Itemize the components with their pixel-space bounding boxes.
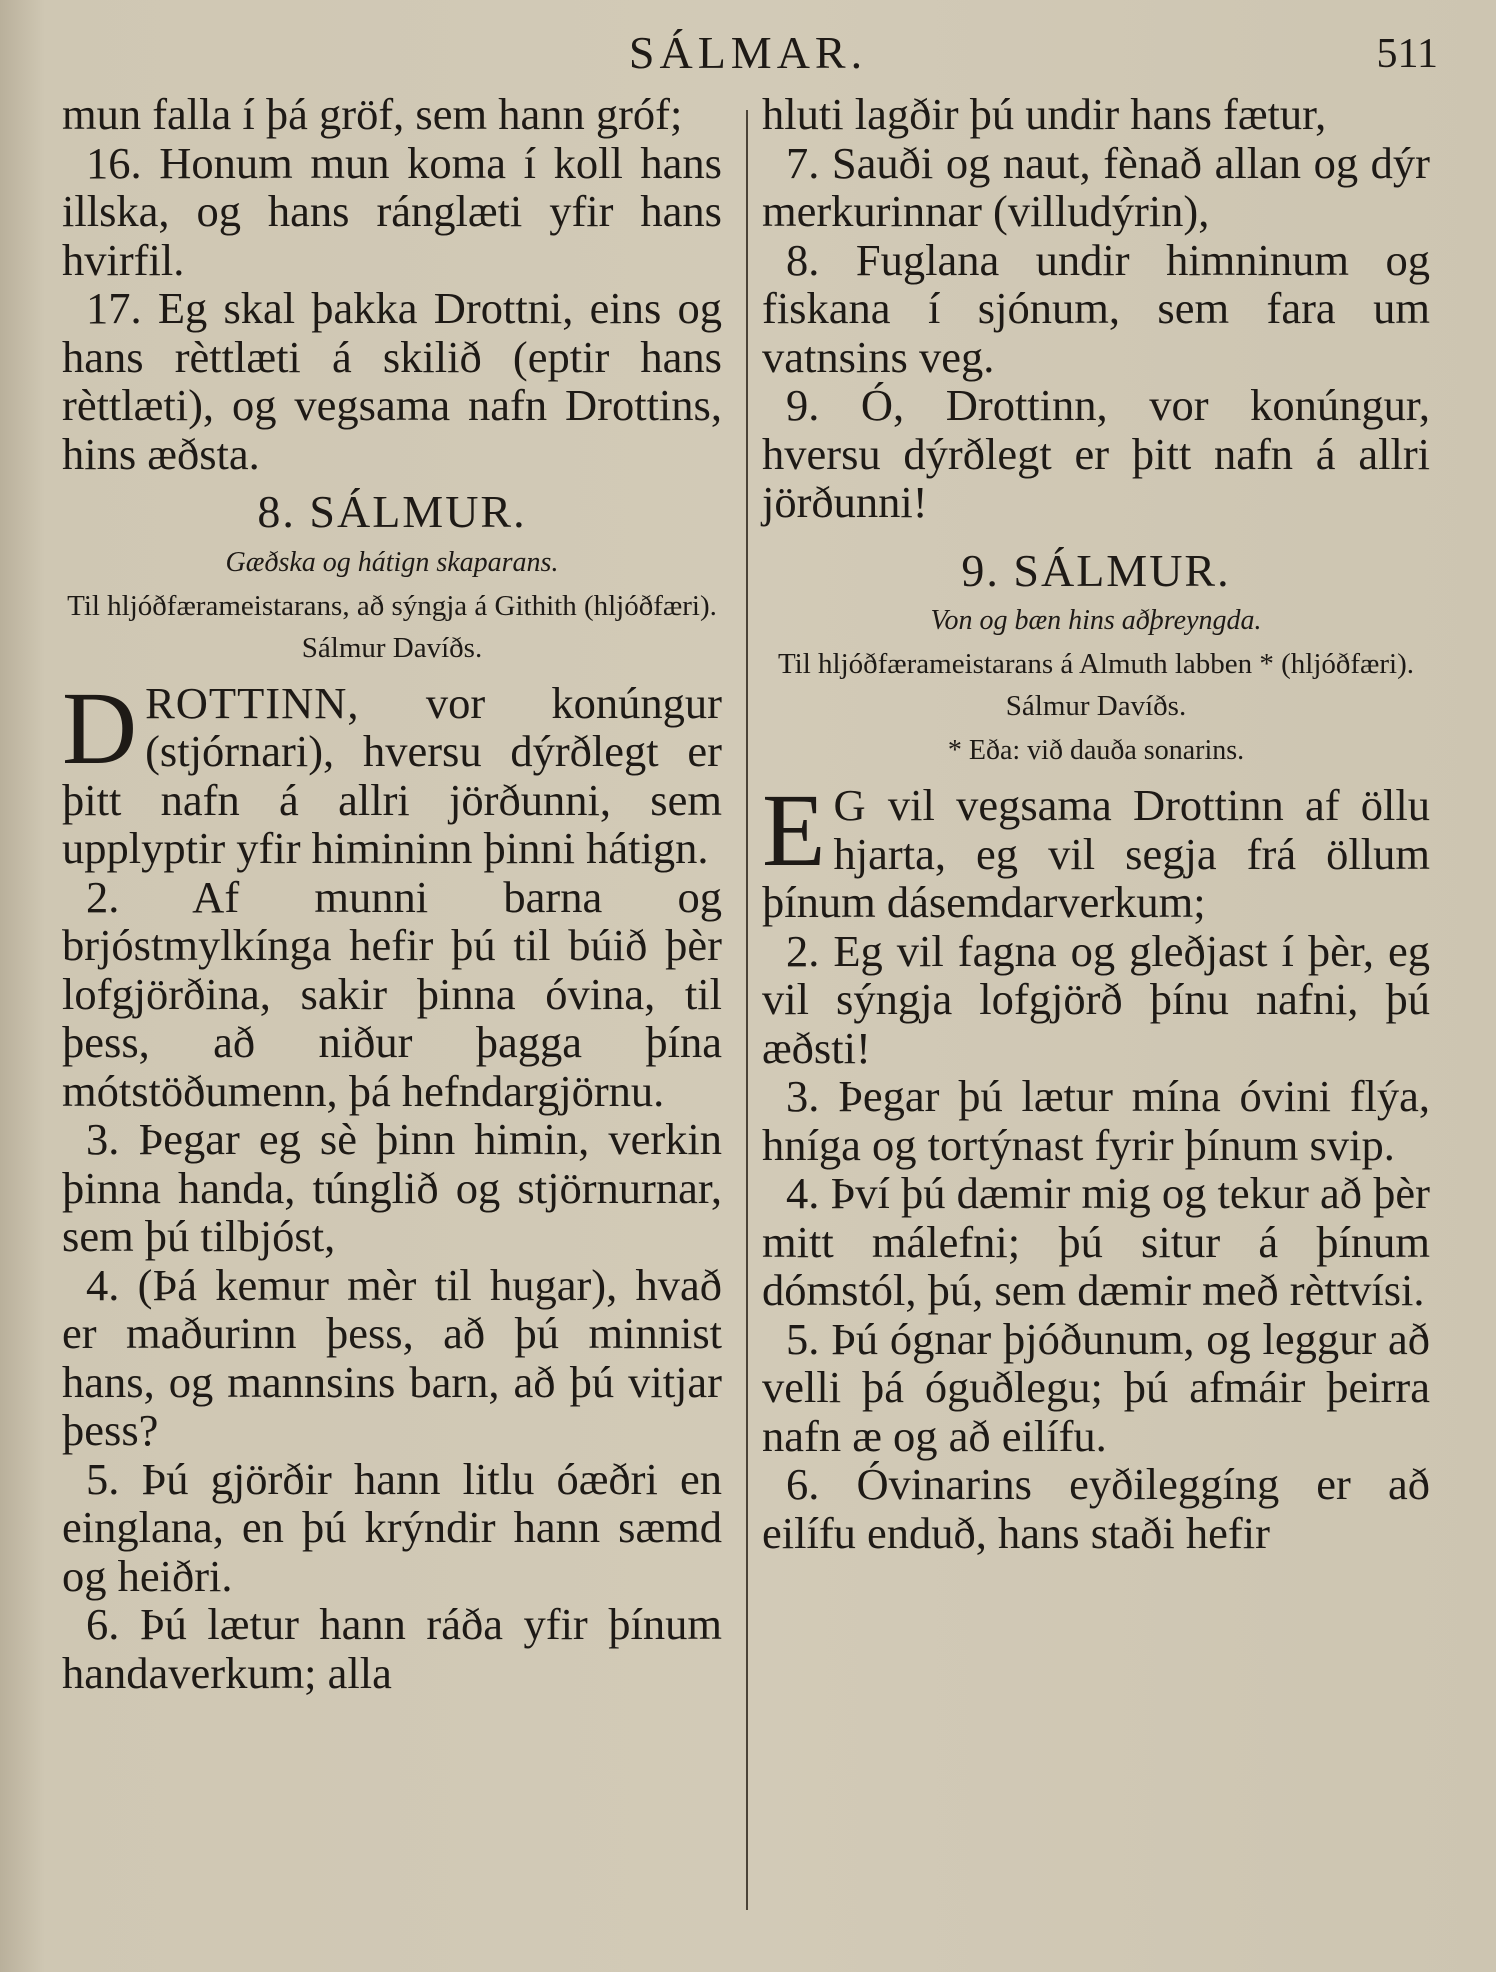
page-number: 511 [1376,31,1438,77]
psalm-9-footnote: * Eða: við dauða sonarins. [947,735,1245,766]
continuation-text: mun falla í þá gröf, sem hann gróf; [62,89,683,139]
psalm-8-verse-4: 4. (Þá kemur mèr til hugar), hvað er maðurinn þess, að þú minnist hans, og mannsins barn, að þú vitjar þess? [62,1259,722,1455]
psalm-8-verse-9: 9. Ó, Drottinn, vor konúngur, hversu dýrðlegt er þitt nafn á allri jörðunni! [762,380,1430,527]
verse-caps: G [833,780,867,830]
left-column [62,90,722,1697]
drop-cap: D [62,670,138,786]
continuation-text: hluti lagðir þú undir hans fætur, [762,89,1327,139]
psalm-8-dedication: Til hljóðfærameistarans, að sýngja á Githith (hljóðfæri). Sálmur Davíðs. [67,589,717,664]
psalm-9-subtitle: Von og bæn hins aðþreyngda. [930,605,1262,636]
psalm-9-verse-2: 2. Eg vil fagna og gleðjast í þèr, eg vil sýngja lofgjörð þínu nafni, þú æðsti! [762,925,1430,1073]
psalm-9-verse-4: 4. Því þú dæmir mig og tekur að þèr mitt málefni; þú situr á þínum dómstól, þú, sem dæmir með rèttvísi. [762,1168,1430,1315]
psalm-8-verse-1 [62,670,722,873]
psalm-8-verse-6: 6. Þú lætur hann ráða yfir þínum handaverkum; alla [62,1599,722,1698]
psalm-9-verse-6: 6. Óvinarins eyðileggíng er að eilífu enduð, hans staði hefir [762,1459,1430,1558]
psalm-8-verse-8: 8. Fuglana undir himninum og fiskana í sjónum, sem fara um vatnsins veg. [762,234,1430,382]
psalm-9-verse-1 [762,773,1430,927]
psalm-9-heading: 9. SÁLMUR. [961,544,1231,596]
verse-caps: ROTTINN, [145,677,360,728]
psalm-8-verse-7: 7. Sauði og naut, fènað allan og dýr merkurinnar (villudýrin), [762,137,1430,236]
verse-text: vil vegsama Drottinn af öllu hjarta, eg vil segja frá öllum þínum dásemdarverkum; [762,780,1430,927]
psalm-9-verse-3: 3. Þegar þú lætur mína óvini flýa, hníga og tortýnast fyrir þínum svip. [762,1071,1430,1170]
running-title: SÁLMAR. [628,27,868,78]
psalm-8-subtitle: Gæðska og hátign skaparans. [225,546,559,578]
psalm-8-verse-3: 3. Þegar eg sè þinn himin, verkin þinna handa, túnglið og stjörnurnar, sem þú tilbjóst, [62,1114,722,1261]
drop-cap: E [762,773,826,888]
psalm-8-verse-2: 2. Af munni barna og brjóstmylkínga hefir þú til búið þèr lofgjörðina, sakir þinna óvina, til þess, að niður þagga þína mótstöðumenn, þá hefndargjörnu. [62,871,722,1116]
column-divider [746,110,748,1910]
psalm-9-verse-5: 5. Þú ógnar þjóðunum, og leggur að velli þá óguðlegu; þú afmáir þeirra nafn æ og að eilífu. [762,1313,1430,1461]
psalm-8-heading: 8. SÁLMUR. [257,486,527,537]
psalm-8-verse-5: 5. Þú gjörðir hann litlu óæðri en einglana, en þú krýndir hann sæmd og heiðri. [62,1453,722,1601]
verse-17: 17. Eg skal þakka Drottni, eins og hans rèttlæti á skilið (eptir hans rèttlæti), og vegsama nafn Drottins, hins æðsta. [62,283,722,479]
right-column [762,90,1430,1557]
psalm-9-dedication: Til hljóðfærameistarans á Almuth labben * (hljóðfæri). Sálmur Davíðs. [777,648,1415,722]
verse-16: 16. Honum mun koma í koll hans illska, og hans ránglæti yfir hans hvirfil. [62,137,722,285]
verse-text: vor konúngur (stjórnari), hversu dýrðlegt er þitt nafn á allri jörðunni, sem upplyptir yfir himininn þinni hátign. [62,677,722,873]
